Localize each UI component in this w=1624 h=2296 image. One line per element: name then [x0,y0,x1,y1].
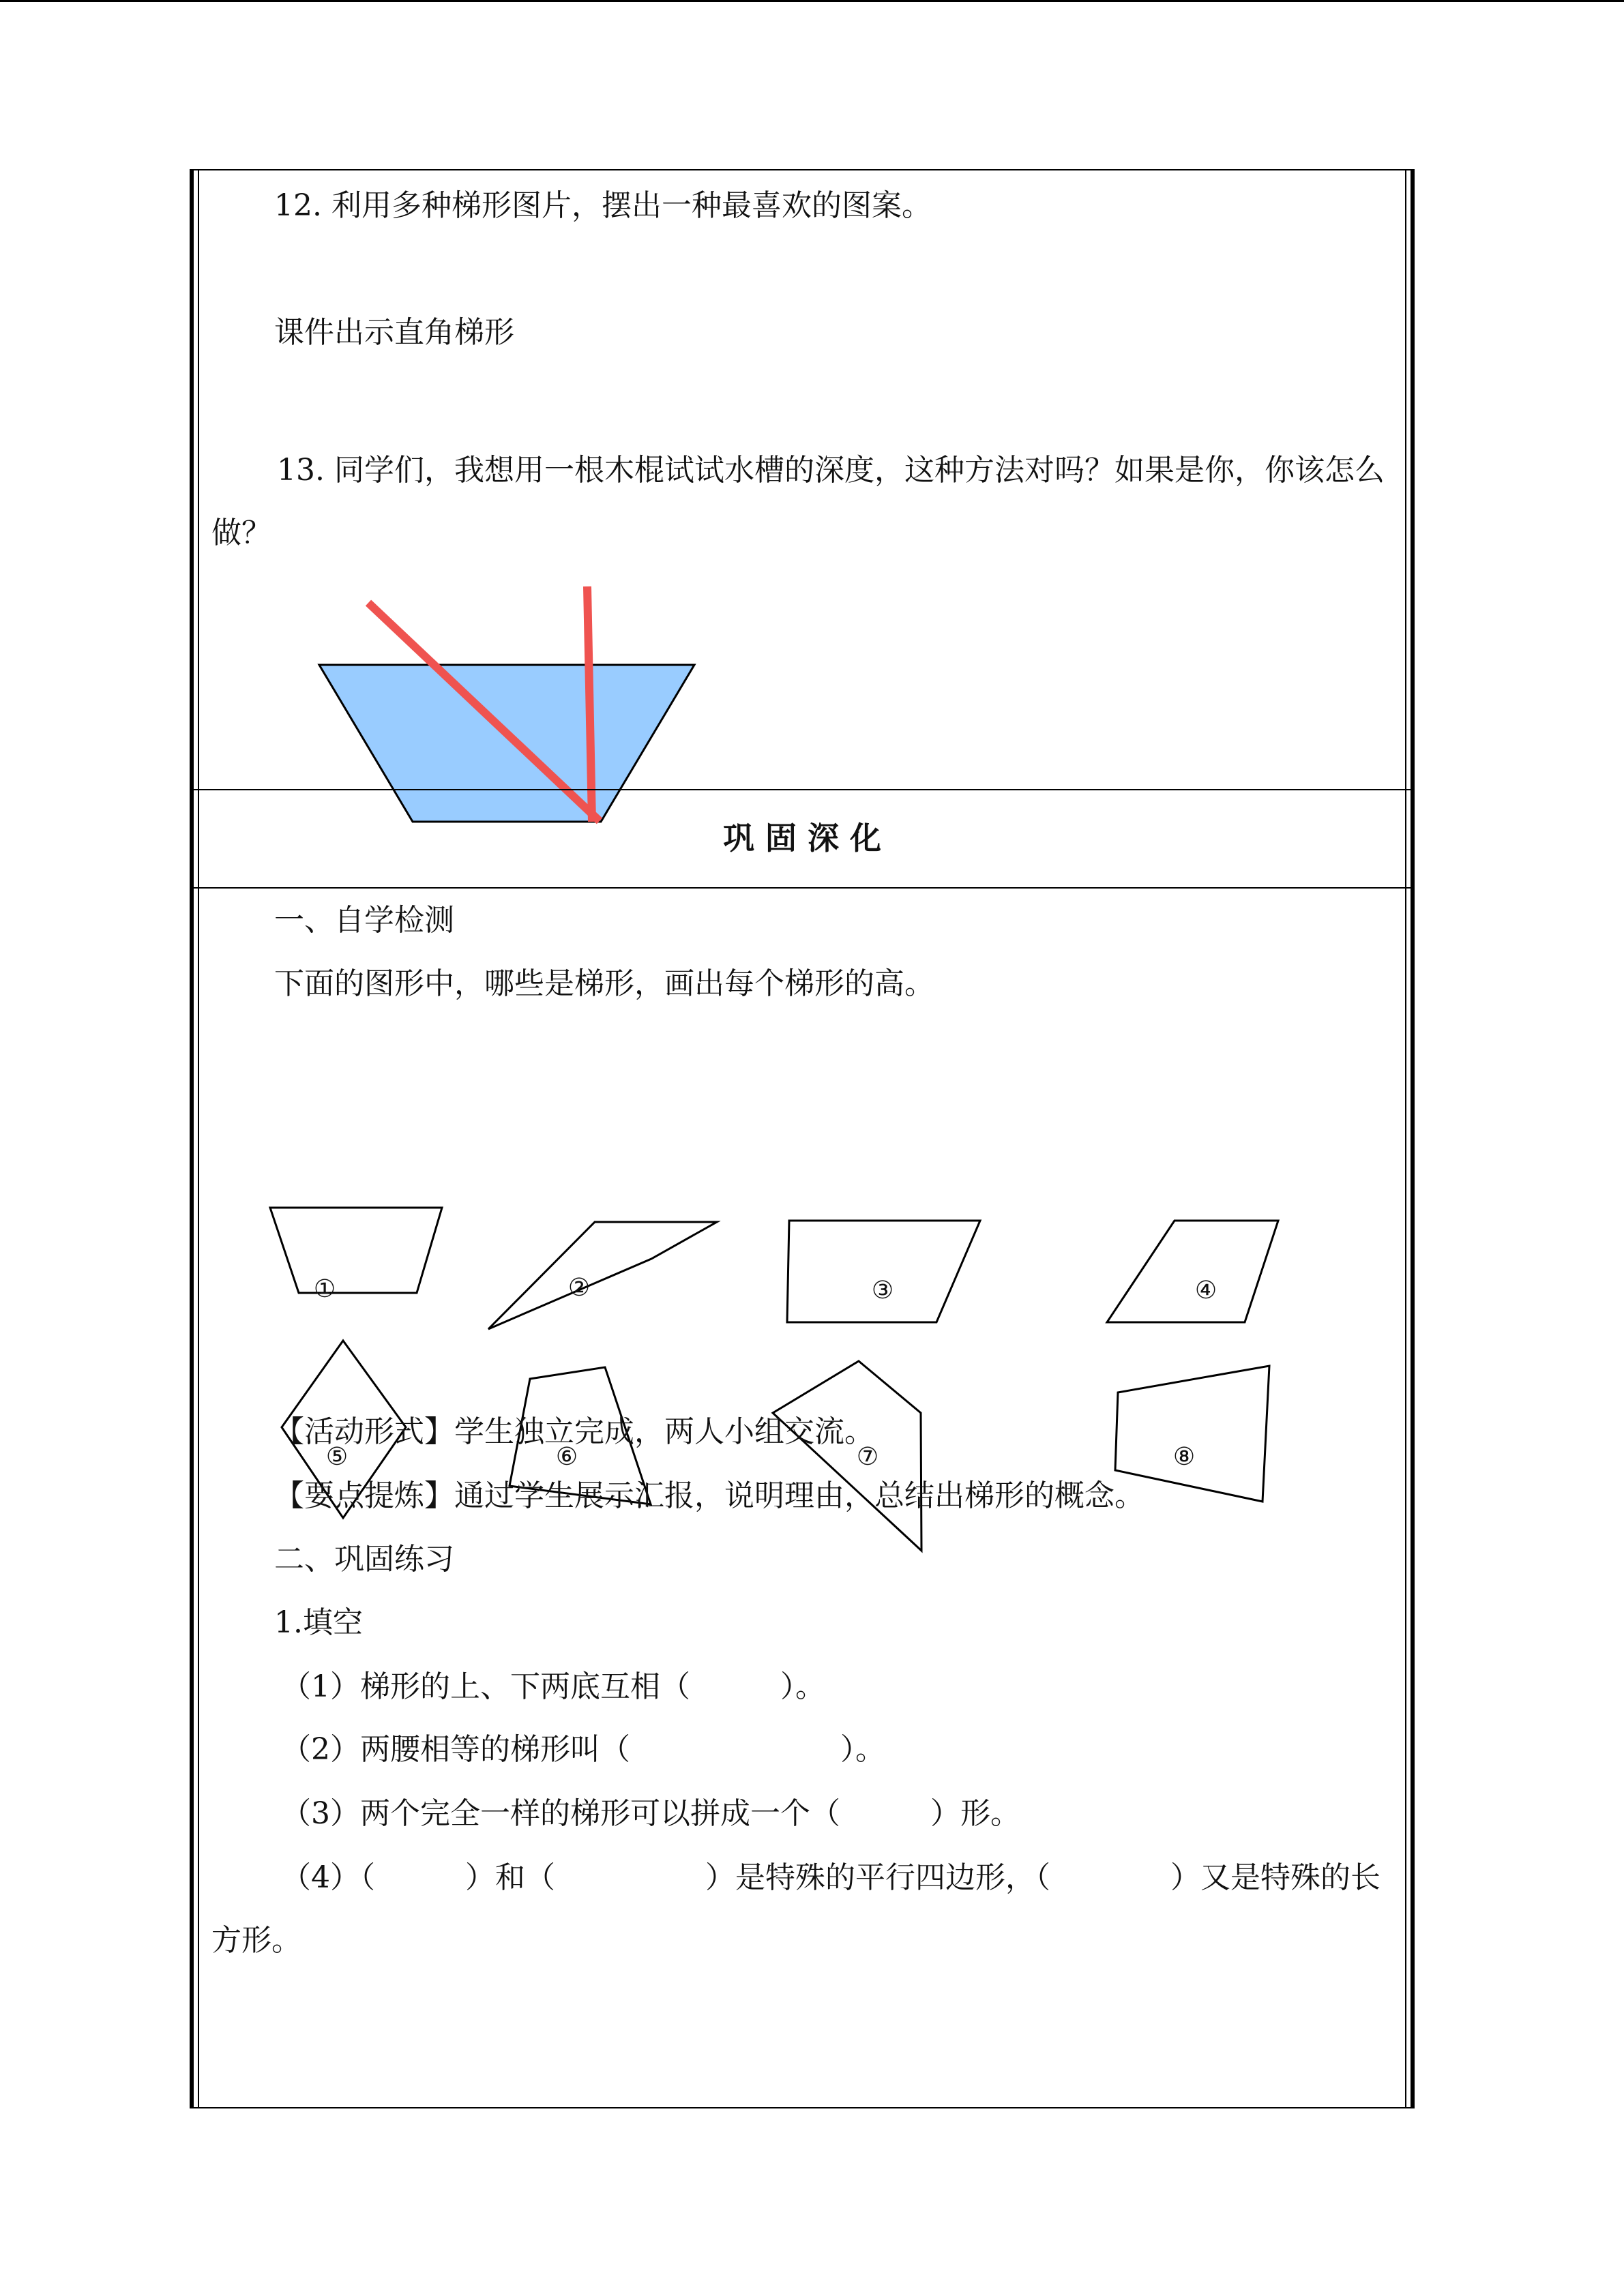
shape-7 [773,1361,921,1551]
self-check-prompt: 下面的图形中，哪些是梯形，画出每个梯形的高。 [274,966,934,1001]
shape-4 [1107,1221,1278,1322]
fill-blank-heading: 1.填空 [274,1605,363,1640]
shape-label-6: ⑥ [555,1443,578,1471]
fill-item-2: （2）两腰相等的梯形叫（ ）。 [281,1732,885,1767]
shape-label-8: ⑧ [1172,1443,1196,1471]
activity-form-label: 【活动形式】 [274,1414,454,1449]
lesson-table [190,169,1415,2108]
vertical-stick [587,586,592,822]
shape-3 [787,1221,980,1322]
section-title: 巩 固 深 化 [722,820,882,856]
table-right-border [1411,169,1415,2108]
key-points-label: 【要点提炼】 [274,1478,454,1513]
activity-form-text: 学生独立完成，两人小组交流。 [454,1414,874,1449]
question-12: 12. 利用多种梯形图片，摆出一种最喜欢的图案。 [274,188,932,223]
shape-1 [270,1208,442,1293]
shape-label-5: ⑤ [325,1443,349,1471]
shape-label-3: ③ [871,1277,894,1304]
activity-form [274,1413,874,1451]
shape-label-2: ② [567,1274,591,1302]
fill-item-4: （4）（ ）和（ ）是特殊的平行四边形，（ ）又是特殊的长方形。 [211,1860,1381,1958]
courseware-note: 课件出示直角梯形 [274,315,514,350]
shape-label-1: ① [313,1275,336,1303]
practice-heading: 二、巩固练习 [274,1542,454,1577]
shape-label-4: ④ [1194,1277,1217,1304]
top-rule [0,0,1624,2]
divider-below-section-title [190,887,1415,889]
shape-label-7: ⑦ [856,1443,879,1471]
self-check-heading: 一、自学检测 [274,903,454,938]
fill-item-1: （1）梯形的上、下两底互相（ ）。 [281,1669,825,1704]
shape-2 [488,1222,717,1329]
question-13: 13. 同学们，我想用一根木棍试试水槽的深度，这种方法对吗？如果是你，你该怎么做？ [211,453,1385,550]
fill-item-3: （3）两个完全一样的梯形可以拼成一个（ ）形。 [281,1796,1020,1831]
key-points-text: 通过学生展示汇报，说明理由，总结出梯形的概念。 [454,1478,1145,1513]
key-points [274,1477,1145,1515]
